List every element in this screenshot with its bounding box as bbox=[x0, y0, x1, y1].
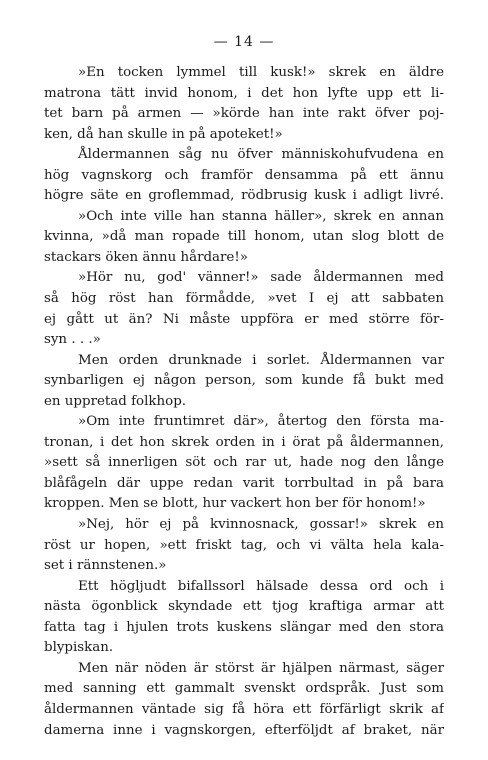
text-line: matrona tätt invid honom, i det hon lyfte upp ett li- bbox=[44, 85, 444, 101]
body-text bbox=[44, 63, 444, 741]
text-line: Men när nöden är störst är hjälpen närmast, säger bbox=[78, 660, 444, 676]
text-line: blåfågeln där uppe redan varit torrbultad in på bara bbox=[44, 475, 444, 491]
text-line: fatta tag i hjulen trots kuskens slängar med den stora bbox=[44, 619, 444, 635]
text-line: stackars öken ännu hårdare!» bbox=[44, 249, 248, 265]
text-line: högre säte en groflemmad, rödbrusig kusk i adligt livré. bbox=[44, 188, 444, 204]
page-number: — 14 — bbox=[213, 34, 275, 50]
text-line: set i rännstenen.» bbox=[44, 558, 167, 574]
text-line: med sanning ett gammalt svenskt ordspråk. Just som bbox=[44, 681, 444, 697]
text-line: kroppen. Men se blott, hur vackert hon ber för honom!» bbox=[44, 496, 426, 512]
text-line: ej gått ut än? Ni måste uppföra er med större för- bbox=[44, 311, 444, 327]
text-line: »Om inte fruntimret där», återtog den första ma- bbox=[78, 414, 444, 430]
text-line: synbarligen ej någon person, som kunde få bukt med bbox=[44, 373, 444, 389]
text-line: Ett högljudt bifallssorl hälsade dessa ord och i bbox=[78, 578, 444, 594]
text-line: kvinna, »då man ropade till honom, utan slog blott de bbox=[44, 229, 444, 245]
text-line: »En tocken lymmel till kusk!» skrek en äldre bbox=[78, 65, 444, 80]
text-line: Åldermannen såg nu öfver människohufvudena en bbox=[78, 147, 444, 163]
text-line: »sett så innerligen söt och rar ut, hade nog den långe bbox=[44, 455, 444, 471]
text-line: röst ur hopen, »ett friskt tag, och vi välta hela kala- bbox=[44, 537, 444, 553]
text-line: en uppretad folkhop. bbox=[44, 393, 187, 409]
text-line: syn . . .» bbox=[44, 332, 101, 348]
text-line: tet barn på armen — »körde han inte rakt öfver poj- bbox=[44, 106, 444, 122]
text-line: blypiskan. bbox=[44, 640, 114, 656]
text-line: »Nej, hör ej på kvinnosnack, gossar!» skrek en bbox=[78, 517, 444, 533]
text-line: »Hör nu, god' vänner!» sade åldermannen med bbox=[78, 270, 444, 286]
text-line: tronan, i det hon skrek orden in i örat på åldermannen, bbox=[44, 434, 444, 450]
text-line: Men orden drunknade i sorlet. Åldermannen var bbox=[78, 352, 444, 368]
text-line: ken, då han skulle in på apoteket!» bbox=[44, 126, 283, 142]
text-line: hög vagnskorg och framför densamma på ett ännu bbox=[44, 167, 444, 183]
text-line: nästa ögonblick skyndade ett tjog kraftiga armar att bbox=[44, 599, 444, 615]
text-line: »Och inte ville han stanna häller», skrek en annan bbox=[78, 208, 444, 224]
text-line: åldermannen väntade sig få höra ett förfärligt skrik af bbox=[44, 701, 444, 717]
text-line: damerna inne i vagnskorgen, efterföljdt af braket, när bbox=[44, 722, 444, 738]
text-line: så hög röst han förmådde, »vet I ej att sabbaten bbox=[44, 291, 444, 307]
